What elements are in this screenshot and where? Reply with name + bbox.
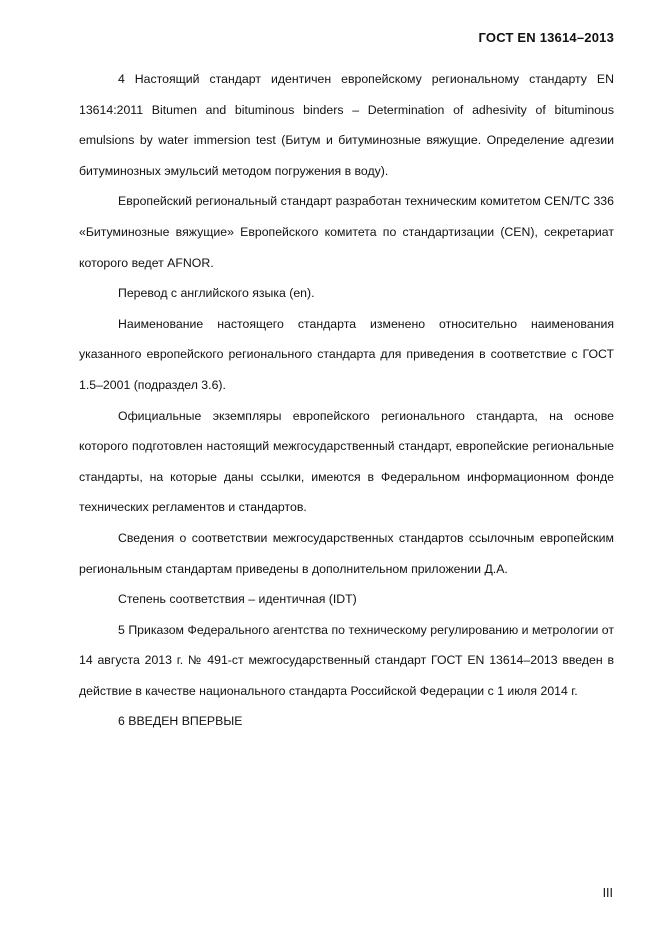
paragraph-first-introduced: 6 ВВЕДЕН ВПЕРВЫЕ [118, 714, 243, 729]
paragraph-translation: Перевод с английского языка (en). [118, 286, 315, 301]
paragraph-degree-of-correspondence: Степень соответствия – идентичная (IDT) [118, 592, 357, 607]
document-body [79, 64, 614, 737]
paragraph-correspondence-info: Сведения о соответствии межгосударственных стандартов ссылочным европейским региональным стандартам приведены в дополнительном приложении Д.А. [79, 530, 614, 576]
paragraph-order: 5 Приказом Федерального агентства по техническому регулированию и метрологии от 14 августа 2013 г. № 491-ст межгосударственный стандарт ГОСТ EN 13614–2013 введен в действие в качестве национального стандарта Российской Федерации с 1 июля 2014 г. [79, 622, 614, 698]
paragraph-standard-identity: 4 Настоящий стандарт идентичен европейскому региональному стандарту EN 13614:2011 Bitumen and bituminous binders – Determination of adhesivity of bituminous emulsions by water immersion test (Битум и битуминозные вяжущие. Определение адгезии битуминозных эмульсий методом погружения в воду). [79, 72, 614, 178]
paragraph-technical-committee: Европейский региональный стандарт разработан техническим комитетом CEN/TC 336 «Битуминозные вяжущие» Европейского комитета по стандартизации (CEN), секретариат которого ведет AFNOR. [79, 194, 614, 270]
page-number: III [602, 886, 613, 900]
document-header: ГОСТ EN 13614–2013 [478, 30, 614, 45]
paragraph-title-change: Наименование настоящего стандарта изменено относительно наименования указанного европейского регионального стандарта для приведения в соответствие с ГОСТ 1.5–2001 (подраздел 3.6). [79, 316, 614, 392]
paragraph-official-copies: Официальные экземпляры европейского регионального стандарта, на основе которого подготовлен настоящий межгосударственный стандарт, европейские региональные стандарты, на которые даны ссылки, имеются в Федеральном информационном фонде технических регламентов и стандартов. [79, 408, 614, 515]
